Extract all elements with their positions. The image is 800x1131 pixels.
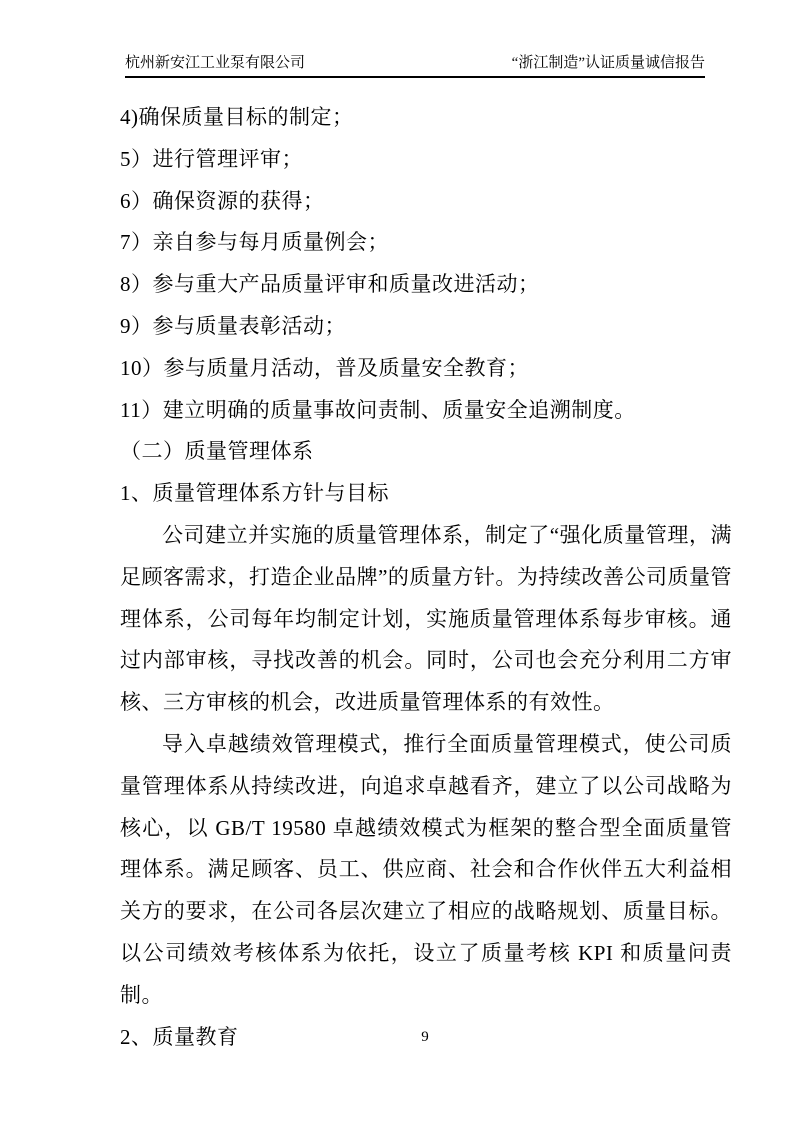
paragraph-2: 导入卓越绩效管理模式，推行全面质量管理模式，使公司质量管理体系从持续改进，向追求卓越看齐，建立了以公司战略为核心，以 GB/T 19580 卓越绩效模式为框架的整合型全面质量管理体系。满足顾客、员工、供应商、社会和合作伙伴五大利益相关方的要求，在公司各层次建立了相应的战略规划、质量目标。以公司绩效考核体系为依托，设立了质量考核 KPI 和质量问责制。: [120, 731, 732, 1007]
section-heading: （二）质量管理体系: [120, 439, 314, 464]
paragraph-1: 公司建立并实施的质量管理体系，制定了“强化质量管理，满足顾客需求，打造企业品牌”的质量方针。为持续改善公司质量管理体系，公司每年均制定计划，实施质量管理体系每步审核。通过内部审核，寻找改善的机会。同时，公司也会充分利用二方审核、三方审核的机会，改进质量管理体系的有效性。: [120, 522, 732, 715]
list-item-7: 7）亲自参与每月质量例会；: [120, 230, 389, 255]
list-item-4: 4)确保质量目标的制定；: [120, 105, 354, 129]
header-report-title: “浙江制造”认证质量诚信报告: [511, 55, 705, 71]
page-footer: [25, 1026, 800, 1048]
header-company-name: 杭州新安江工业泵有限公司: [125, 55, 306, 71]
list-item-9: 9）参与质量表彰活动；: [120, 313, 346, 338]
document-body: [120, 97, 732, 1058]
subsection-heading-1: 1、质量管理体系方针与目标: [120, 481, 389, 506]
subsection-heading-2: 2、质量教育: [120, 1024, 239, 1049]
list-item-11: 11）建立明确的质量事故问责制、质量安全追溯制度。: [120, 397, 636, 422]
list-item-10: 10）参与质量月活动，普及质量安全教育；: [120, 355, 529, 380]
page-number: 9: [421, 1029, 429, 1045]
page-header: [125, 52, 705, 78]
list-item-5: 5）进行管理评审；: [120, 146, 303, 171]
list-item-6: 6）确保资源的获得；: [120, 188, 325, 213]
list-item-8: 8）参与重大产品质量评审和质量改进活动；: [120, 272, 540, 297]
